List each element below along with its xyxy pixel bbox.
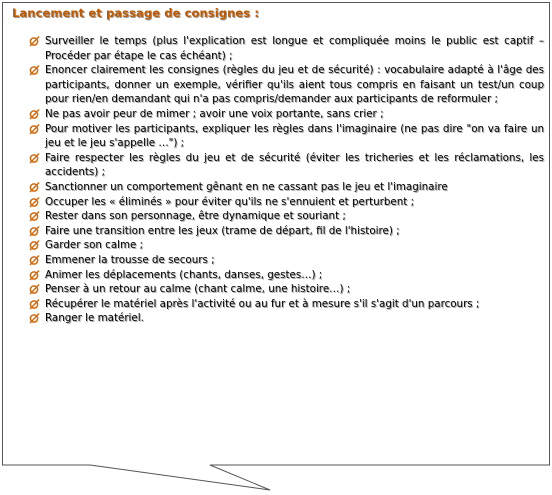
bullet-icon bbox=[28, 108, 40, 120]
list-item bbox=[28, 107, 544, 122]
list-item bbox=[28, 253, 544, 268]
list-item bbox=[28, 297, 544, 312]
list-item-text: Occuper les « éliminés » pour éviter qu'ils ne s'ennuient et perturbent ; bbox=[45, 195, 415, 208]
list-item-text: Sanctionner un comportement gênant en ne cassant pas le jeu et l'imaginaire bbox=[45, 180, 448, 193]
list-item-text: Faire respecter les règles du jeu et de sécurité (éviter les tricheries et les réclamations, les accidents) ; bbox=[45, 151, 544, 179]
bullet-icon bbox=[28, 298, 40, 310]
bullet-icon bbox=[28, 210, 40, 222]
bullet-icon bbox=[28, 35, 40, 47]
bullet-icon bbox=[28, 269, 40, 281]
instruction-list bbox=[10, 34, 544, 326]
list-item-text: Faire une transition entre les jeux (trame de départ, fil de l'histoire) ; bbox=[45, 224, 400, 237]
bullet-icon bbox=[28, 254, 40, 266]
bullet-icon bbox=[28, 181, 40, 193]
bullet-icon bbox=[28, 239, 40, 251]
list-item-text: Récupérer le matériel après l'activité ou au fur et à mesure s'il s'agit d'un parcours ; bbox=[45, 297, 480, 310]
list-item bbox=[28, 34, 544, 63]
bullet-icon bbox=[28, 283, 40, 295]
list-item bbox=[28, 195, 544, 210]
list-item-text: Surveiller le temps (plus l'explication est longue et compliquée moins le public est captif – Procéder par étape le cas échéant) ; bbox=[45, 35, 544, 62]
list-item bbox=[28, 151, 544, 180]
bullet-icon bbox=[28, 64, 40, 76]
list-item bbox=[28, 282, 544, 297]
list-item bbox=[28, 122, 544, 151]
list-item-text: Emmener la trousse de secours ; bbox=[45, 253, 215, 266]
list-item-text: Ranger le matériel. bbox=[45, 312, 144, 325]
list-item bbox=[28, 180, 544, 195]
list-item-text: Animer les déplacements (chants, danses, gestes…) ; bbox=[45, 268, 323, 281]
bullet-icon bbox=[28, 225, 40, 237]
list-item-text: Ne pas avoir peur de mimer ; avoir une voix portante, sans crier ; bbox=[45, 107, 384, 120]
bullet-icon bbox=[28, 152, 40, 164]
list-item-text: Rester dans son personnage, être dynamique et souriant ; bbox=[45, 210, 346, 223]
callout-content bbox=[10, 6, 544, 326]
bullet-icon bbox=[28, 196, 40, 208]
list-item bbox=[28, 238, 544, 253]
list-item-text: Enoncer clairement les consignes (règles du jeu et de sécurité) : vocabulaire adapté à l'âge des participants, donner un exemple, vérifier qu'ils aient tous compris en faisant un test/un coup pour rien/en demandant qui n'a pas compris/demander aux participants de reformuler ; bbox=[45, 64, 544, 106]
bullet-icon bbox=[28, 123, 40, 135]
list-item bbox=[28, 224, 544, 239]
list-item bbox=[28, 311, 544, 326]
list-item bbox=[28, 268, 544, 283]
list-item bbox=[28, 63, 544, 107]
list-item-text: Pour motiver les participants, expliquer les règles dans l'imaginaire (ne pas dire "on va faire un jeu et le jeu s'appelle …") ; bbox=[45, 122, 544, 150]
list-item bbox=[28, 209, 544, 224]
list-item-text: Garder son calme ; bbox=[45, 239, 144, 252]
bullet-icon bbox=[28, 312, 40, 324]
list-item-text: Penser à un retour au calme (chant calme, une histoire…) ; bbox=[45, 283, 351, 296]
section-title: Lancement et passage de consignes : bbox=[12, 6, 260, 20]
